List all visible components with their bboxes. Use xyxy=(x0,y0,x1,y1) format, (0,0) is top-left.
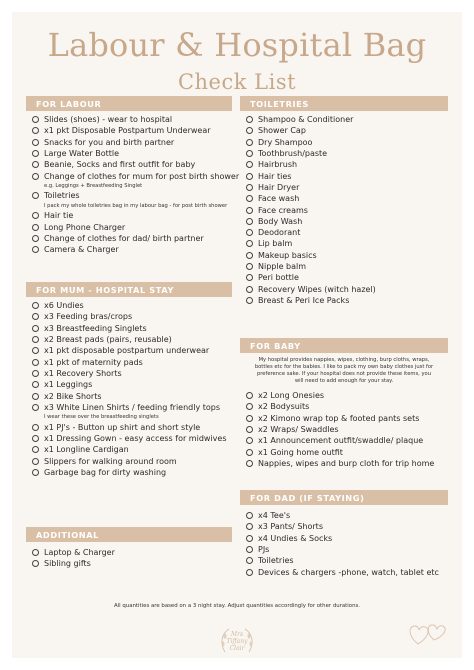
intro-line: bottles etc for the babies. I like to pack my own baby clothes just for xyxy=(254,364,434,370)
checkbox-icon[interactable] xyxy=(32,458,39,465)
checklist-item[interactable] xyxy=(246,566,448,577)
item-label: Toiletries xyxy=(44,191,80,201)
checklist-item[interactable] xyxy=(32,125,232,136)
item-label: Devices & chargers -phone, watch, tablet etc xyxy=(258,567,439,577)
hearts-decoration-icon xyxy=(406,618,450,648)
checkbox-icon[interactable] xyxy=(32,161,39,168)
checkbox-icon[interactable] xyxy=(32,313,39,320)
item-label: Long Phone Charger xyxy=(44,222,126,232)
checkbox-icon[interactable] xyxy=(246,139,253,146)
item-label: x4 Tee's xyxy=(258,511,291,521)
item-label: Face wash xyxy=(258,194,300,204)
checkbox-icon[interactable] xyxy=(246,403,253,410)
checklist-item[interactable] xyxy=(246,250,448,261)
item-label: Garbage bag for dirty washing xyxy=(44,467,167,477)
checklist-item[interactable] xyxy=(32,356,232,367)
item-label: Deodorant xyxy=(258,228,301,238)
checkbox-icon[interactable] xyxy=(246,437,253,444)
checklist-item[interactable] xyxy=(246,204,448,215)
item-label: Sibling gifts xyxy=(44,559,91,569)
checklist-panel xyxy=(12,12,462,658)
checkbox-icon[interactable] xyxy=(32,235,39,242)
checklist-item[interactable] xyxy=(32,221,232,232)
section-header-dad: FOR DAD (IF STAYING) xyxy=(240,490,448,505)
checkbox-icon[interactable] xyxy=(246,161,253,168)
checkbox-icon[interactable] xyxy=(32,336,39,343)
item-label: x3 White Linen Shirts / feeding friendly tops xyxy=(44,402,221,412)
item-label: x4 Undies & Socks xyxy=(258,533,333,543)
checklist-item[interactable] xyxy=(32,467,232,478)
item-label: x1 Recovery Shorts xyxy=(44,368,122,378)
checklist-item[interactable] xyxy=(32,190,232,201)
checkbox-icon[interactable] xyxy=(32,469,39,476)
logo-line: Mrs xyxy=(230,631,244,638)
checkbox-icon[interactable] xyxy=(246,173,253,180)
item-label: Nipple balm xyxy=(258,262,307,271)
checkbox-icon[interactable] xyxy=(246,207,253,214)
checkbox-icon[interactable] xyxy=(246,252,253,259)
section-header-baby: FOR BABY xyxy=(240,338,448,353)
item-label: Nappies, wipes and burp cloth for trip home xyxy=(258,458,435,468)
item-label: Shower Cap xyxy=(258,126,306,136)
intro-line: preference sake. If your hospital does not provide these items, you xyxy=(256,371,431,377)
item-label: Lip balm xyxy=(258,239,293,249)
item-label: Recovery Wipes (witch hazel) xyxy=(258,284,376,294)
checkbox-icon[interactable] xyxy=(32,393,39,400)
item-label: x1 Dressing Gown - easy access for midwives xyxy=(44,433,227,443)
checkbox-icon[interactable] xyxy=(246,150,253,157)
checkbox-icon[interactable] xyxy=(32,446,39,453)
checkbox-icon[interactable] xyxy=(32,116,39,123)
section-dad xyxy=(240,490,448,578)
checkbox-icon[interactable] xyxy=(246,460,253,467)
checkbox-icon[interactable] xyxy=(32,435,39,442)
checklist-item[interactable] xyxy=(246,182,448,193)
checkbox-icon[interactable] xyxy=(246,557,253,564)
brand-logo xyxy=(217,624,257,658)
checklist-item[interactable] xyxy=(246,533,448,544)
section-header-mum: FOR MUM - HOSPITAL STAY xyxy=(26,282,232,297)
checkbox-icon[interactable] xyxy=(246,184,253,191)
section-header-additional: ADDITIONAL xyxy=(26,527,232,542)
checkbox-icon[interactable] xyxy=(246,523,253,530)
checklist-item[interactable] xyxy=(246,148,448,159)
item-label: x3 Pants/ Shorts xyxy=(258,522,323,532)
checklist-item[interactable] xyxy=(32,311,232,322)
item-label: Slides (shoes) - wear to hospital xyxy=(44,115,173,125)
item-label: x2 Breast pads (pairs, reusable) xyxy=(44,335,172,345)
item-label: Face creams xyxy=(258,205,308,215)
checkbox-icon[interactable] xyxy=(246,535,253,542)
checklist-item[interactable] xyxy=(246,216,448,227)
checkbox-icon[interactable] xyxy=(32,370,39,377)
checkbox-icon[interactable] xyxy=(246,569,253,576)
item-label: x1 pkt disposable postpartum underwear xyxy=(44,346,210,356)
section-labour xyxy=(26,96,240,255)
checklist-item[interactable] xyxy=(246,446,448,457)
item-label: Hair ties xyxy=(258,171,292,181)
checkbox-icon[interactable] xyxy=(246,392,253,399)
item-label: Breast & Peri Ice Packs xyxy=(258,295,350,305)
checkbox-icon[interactable] xyxy=(246,240,253,247)
section-additional xyxy=(26,527,232,570)
item-label: x2 Wraps/ Swaddles xyxy=(258,425,339,435)
item-note: e.g. Leggings + Breastfeeding Singlet xyxy=(44,183,143,190)
checklist-item[interactable] xyxy=(246,424,448,435)
section-mum xyxy=(26,282,232,478)
checkbox-icon[interactable] xyxy=(246,546,253,553)
checklist-item[interactable] xyxy=(32,334,232,345)
item-label: Snacks for you and birth partner xyxy=(44,137,175,147)
checklist-item[interactable] xyxy=(32,558,232,569)
checkbox-icon[interactable] xyxy=(32,139,39,146)
checklist-item[interactable] xyxy=(246,227,448,238)
checkbox-icon[interactable] xyxy=(246,116,253,123)
checklist-item[interactable] xyxy=(32,421,232,432)
page-subtitle: Check List xyxy=(177,70,297,94)
checkbox-icon[interactable] xyxy=(32,359,39,366)
checkbox-icon[interactable] xyxy=(32,424,39,431)
checkbox-icon[interactable] xyxy=(246,127,253,134)
checkbox-icon[interactable] xyxy=(32,560,39,567)
checklist-item[interactable] xyxy=(32,379,232,390)
checklist-item[interactable] xyxy=(246,521,448,532)
checkbox-icon[interactable] xyxy=(32,302,39,309)
checkbox-icon[interactable] xyxy=(32,127,39,134)
checklist-item[interactable] xyxy=(32,244,232,255)
item-label: Toothbrush/paste xyxy=(258,149,328,159)
checklist-item[interactable] xyxy=(32,455,232,466)
checkbox-icon[interactable] xyxy=(246,286,253,293)
checklist-item[interactable] xyxy=(246,390,448,401)
logo-line: Tiffany xyxy=(226,638,248,645)
item-label: Beanie, Socks and first outfit for baby xyxy=(44,160,196,170)
checkbox-icon[interactable] xyxy=(32,347,39,354)
page-title: Labour & Hospital Bag xyxy=(47,26,427,64)
checklist-item[interactable] xyxy=(32,114,232,125)
item-label: x3 Feeding bras/crops xyxy=(44,312,133,322)
checkbox-icon[interactable] xyxy=(32,192,39,199)
item-label: Large Water Bottle xyxy=(44,149,120,159)
checklist-item[interactable] xyxy=(32,433,232,444)
section-header-labour: FOR LABOUR xyxy=(26,96,232,111)
item-label: x1 Announcement outfit/swaddle/ plaque xyxy=(258,436,424,446)
checkbox-icon[interactable] xyxy=(246,274,253,281)
item-label: Change of clothes for mum for post birth shower xyxy=(44,171,240,181)
checklist-item[interactable] xyxy=(246,114,448,125)
item-label: Hairbrush xyxy=(258,160,298,170)
checkbox-icon[interactable] xyxy=(32,246,39,253)
checklist-item[interactable] xyxy=(246,238,448,249)
checkbox-icon[interactable] xyxy=(246,426,253,433)
item-label: PJs xyxy=(258,545,270,555)
section-toiletries xyxy=(240,96,448,306)
checklist-item[interactable] xyxy=(246,272,448,283)
checkbox-icon[interactable] xyxy=(246,415,253,422)
item-label: x1 Leggings xyxy=(44,380,93,390)
item-label: Peri bottle xyxy=(258,273,299,283)
checklist-item[interactable] xyxy=(32,170,240,181)
item-label: Camera & Charger xyxy=(44,245,119,255)
checkbox-icon[interactable] xyxy=(32,224,39,231)
item-label: Hair tie xyxy=(44,211,74,221)
item-label: Laptop & Charger xyxy=(44,548,115,558)
item-label: x1 pkt of maternity pads xyxy=(44,357,143,367)
item-label: x3 Breastfeeding Singlets xyxy=(44,323,147,333)
checklist-item[interactable] xyxy=(32,300,232,311)
item-label: Slippers for walking around room xyxy=(44,456,177,466)
checklist-item[interactable] xyxy=(246,510,448,521)
item-label: Shampoo & Conditioner xyxy=(258,115,354,125)
section-baby xyxy=(240,338,448,469)
checklist-item[interactable] xyxy=(246,295,448,306)
checklist-item[interactable] xyxy=(32,390,232,401)
checkbox-icon[interactable] xyxy=(32,173,39,180)
checklist-item[interactable] xyxy=(32,159,232,170)
item-label: x2 Kimono wrap top & footed pants sets xyxy=(258,413,420,423)
checklist-item[interactable] xyxy=(246,283,448,294)
checklist-item[interactable] xyxy=(32,444,232,455)
checklist-item[interactable] xyxy=(246,413,448,424)
checkbox-icon[interactable] xyxy=(246,263,253,270)
item-label: x1 PJ's - Button up shirt and short style xyxy=(44,422,201,432)
intro-line: will need to add enough for your stay. xyxy=(294,378,394,384)
checklist-item[interactable] xyxy=(246,435,448,446)
checkbox-icon[interactable] xyxy=(32,404,39,411)
item-label: x1 Going home outfit xyxy=(258,447,343,457)
checkbox-icon[interactable] xyxy=(246,218,253,225)
checkbox-icon[interactable] xyxy=(32,212,39,219)
footer-note: All quantities are based on a 3 night stay. Adjust quantities accordingly for other durations. xyxy=(113,603,361,609)
item-label: Change of clothes for dad/ birth partner xyxy=(44,233,204,243)
logo-line: Clair xyxy=(229,645,245,652)
item-label: x2 Bodysuits xyxy=(258,402,310,412)
item-label: x2 Bike Shorts xyxy=(44,391,102,401)
checklist-item[interactable] xyxy=(246,261,448,272)
checklist-item[interactable] xyxy=(246,544,448,555)
item-note: I pack my whole toiletries bag in my labour bag - for post birth shower xyxy=(44,202,228,209)
checklist-item[interactable] xyxy=(246,401,448,412)
checkbox-icon[interactable] xyxy=(246,297,253,304)
checkbox-icon[interactable] xyxy=(246,229,253,236)
checkbox-icon[interactable] xyxy=(246,512,253,519)
checklist-item[interactable] xyxy=(246,458,448,469)
item-label: x1 Longline Cardigan xyxy=(44,445,129,455)
baby-intro-text xyxy=(240,353,448,387)
checkbox-icon[interactable] xyxy=(246,195,253,202)
item-label: x1 pkt Disposable Postpartum Underwear xyxy=(44,126,211,136)
item-label: x2 Long Onesies xyxy=(258,391,325,401)
checklist-item[interactable] xyxy=(246,555,448,566)
checklist-item[interactable] xyxy=(32,547,232,558)
item-label: Body Wash xyxy=(258,216,303,226)
checklist-item[interactable] xyxy=(246,125,448,136)
checklist-item[interactable] xyxy=(246,137,448,148)
checklist-item[interactable] xyxy=(246,193,448,204)
checklist-item[interactable] xyxy=(32,210,232,221)
section-header-toiletries: TOILETRIES xyxy=(240,96,448,111)
checklist-item[interactable] xyxy=(32,368,232,379)
checklist-item[interactable] xyxy=(32,233,232,244)
intro-line: My hospital provides nappies, wipes, clothing, burp cloths, wraps, xyxy=(258,357,430,363)
checklist-item[interactable] xyxy=(32,402,232,413)
item-note: I wear these over the breastfeeding singlets xyxy=(44,414,159,421)
checkbox-icon[interactable] xyxy=(32,381,39,388)
item-label: Makeup basics xyxy=(258,250,317,260)
checkbox-icon[interactable] xyxy=(32,549,39,556)
checklist-item[interactable] xyxy=(32,137,232,148)
checklist-item[interactable] xyxy=(32,323,232,334)
checklist-item[interactable] xyxy=(246,159,448,170)
item-label: Hair Dryer xyxy=(258,182,300,192)
checklist-item[interactable] xyxy=(32,148,232,159)
item-label: Dry Shampoo xyxy=(258,137,313,147)
checklist-item[interactable] xyxy=(32,345,232,356)
checklist-item[interactable] xyxy=(246,170,448,181)
item-label: x6 Undies xyxy=(44,301,84,311)
checkbox-icon[interactable] xyxy=(32,325,39,332)
checkbox-icon[interactable] xyxy=(32,150,39,157)
checkbox-icon[interactable] xyxy=(246,449,253,456)
item-label: Toiletries xyxy=(258,556,294,566)
